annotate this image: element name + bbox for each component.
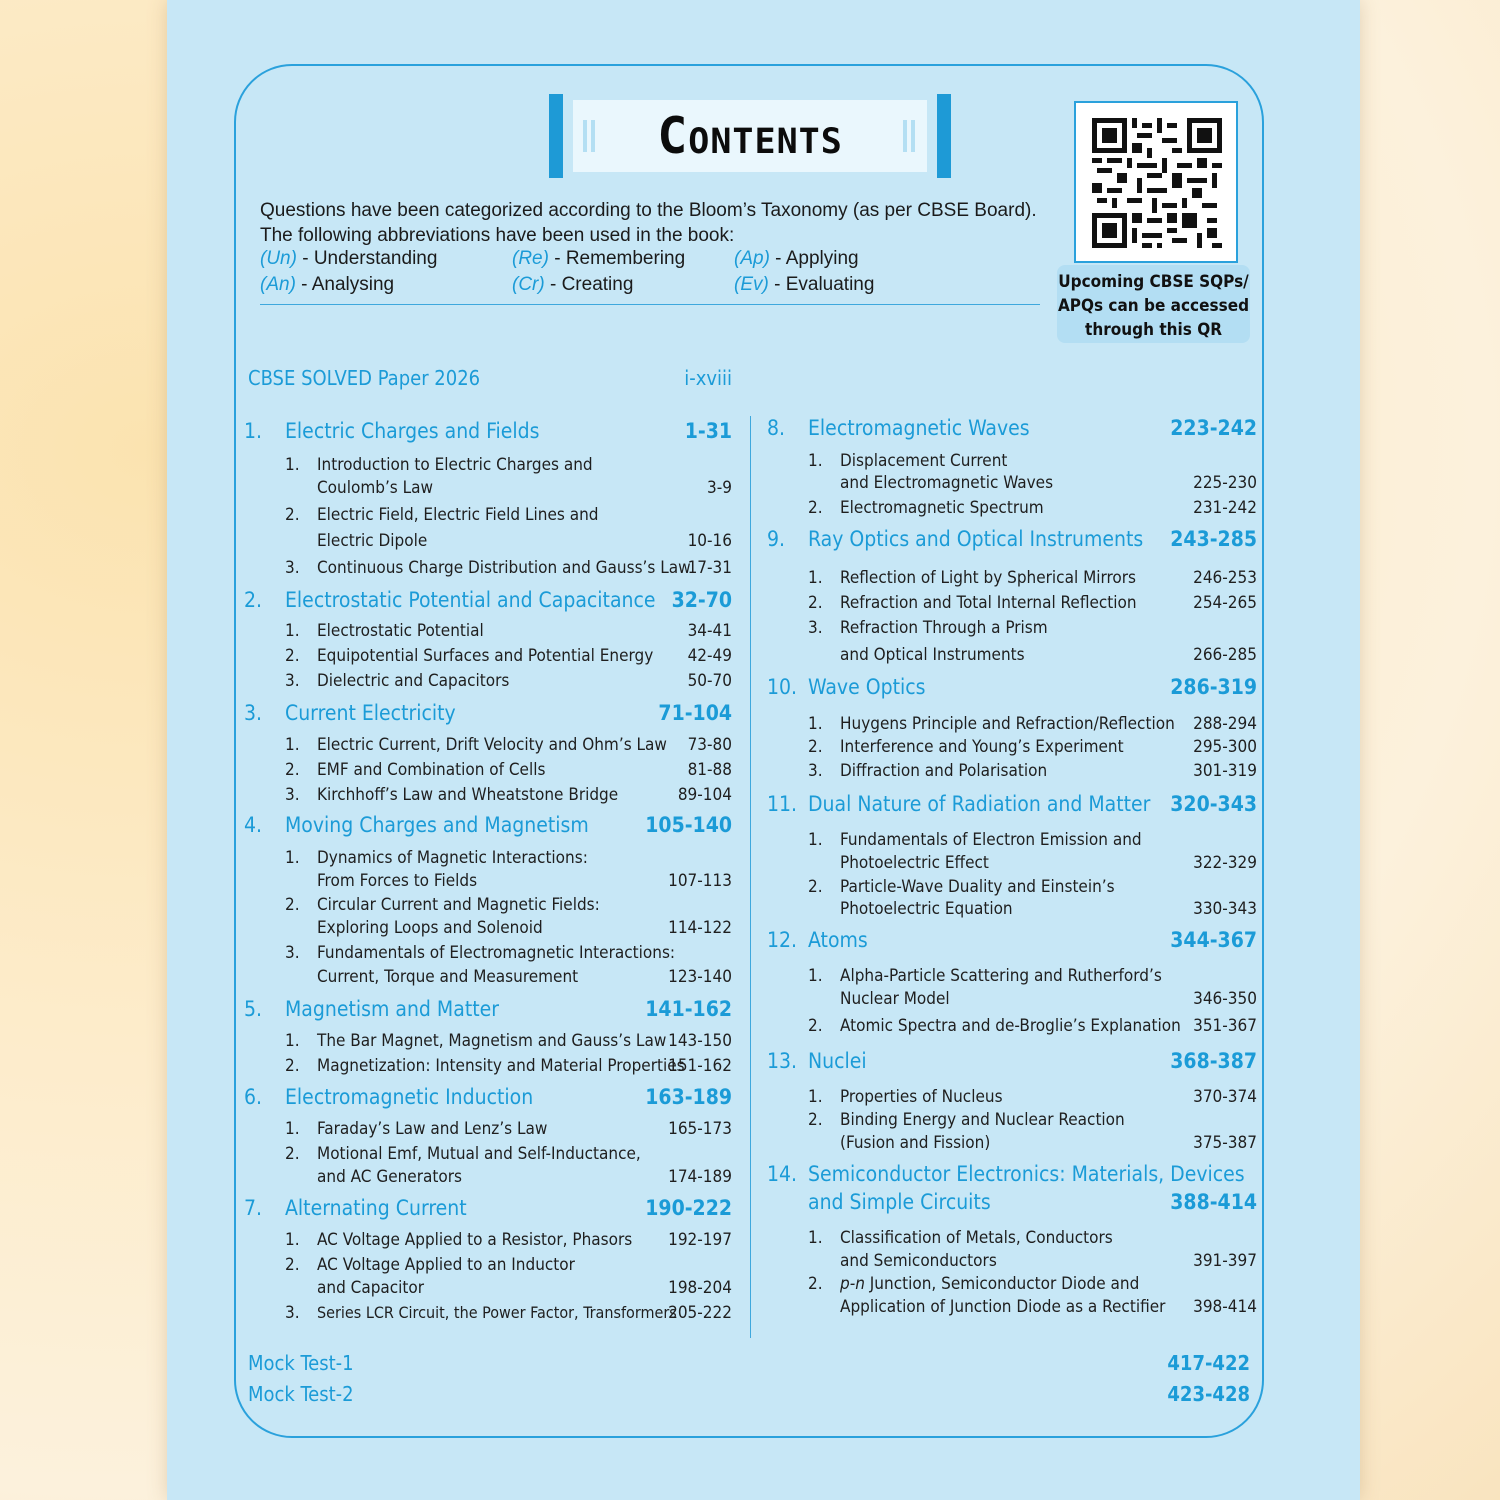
- topic-pages: 192-197: [668, 1230, 732, 1250]
- chapter-3-pages: 71-104: [658, 701, 732, 725]
- topic-pages: 246-253: [1193, 568, 1257, 588]
- topic-pages: 50-70: [687, 671, 732, 691]
- banner-bar-right: [937, 94, 951, 178]
- topic-number: 3.: [285, 558, 300, 578]
- chapter-13-title[interactable]: Nuclei: [808, 1049, 867, 1073]
- topic-number: 3.: [285, 671, 300, 691]
- mock-test-1-pages: 417-422: [1167, 1351, 1250, 1375]
- chapter-8-title[interactable]: Electromagnetic Waves: [808, 416, 1030, 440]
- chapter-4-number: 4.: [244, 813, 263, 837]
- topic-pages: 231-242: [1193, 498, 1257, 518]
- qr-code[interactable]: [1074, 101, 1238, 263]
- topic-title: Series LCR Circuit, the Power Factor, Transformers: [317, 1303, 677, 1322]
- topic-title: EMF and Combination of Cells: [317, 760, 546, 780]
- topic-pages: 370-374: [1193, 1087, 1257, 1107]
- topic-title: Electromagnetic Spectrum: [840, 498, 1044, 518]
- topic-pages: 351-367: [1193, 1016, 1257, 1036]
- topic-title: From Forces to Fields: [317, 871, 478, 891]
- topic-title: Introduction to Electric Charges and: [317, 455, 593, 475]
- page-title: Contents: [657, 107, 843, 165]
- topic-number: 1.: [808, 1228, 823, 1248]
- topic-title: and Optical Instruments: [840, 645, 1025, 665]
- topic-number: 1.: [285, 1119, 300, 1139]
- chapter-5-number: 5.: [244, 997, 263, 1021]
- chapter-6-title[interactable]: Electromagnetic Induction: [285, 1085, 534, 1109]
- abbr-re: (Re) - Remembering: [512, 248, 686, 269]
- topic-number: 1.: [285, 621, 300, 641]
- abbr-ap: (Ap) - Applying: [734, 248, 859, 269]
- intro-text: [260, 198, 1050, 248]
- topic-title: Equipotential Surfaces and Potential Energy: [317, 646, 654, 666]
- topic-pages: 266-285: [1193, 645, 1257, 665]
- topic-number: 2.: [808, 1016, 823, 1036]
- topic-title: Current, Torque and Measurement: [317, 967, 579, 987]
- topic-title: Electric Field, Electric Field Lines and: [317, 505, 599, 525]
- topic-number: 1.: [285, 1031, 300, 1051]
- topic-pages: 17-31: [687, 558, 732, 578]
- chapter-13-number: 13.: [767, 1049, 798, 1073]
- topic-pages: 165-173: [668, 1119, 732, 1139]
- abbr-cr: (Cr) - Creating: [512, 274, 634, 295]
- topic-pages: 301-319: [1193, 761, 1257, 781]
- topic-title: and Electromagnetic Waves: [840, 473, 1054, 493]
- chapter-12-number: 12.: [767, 928, 798, 952]
- chapter-2-pages: 32-70: [671, 588, 732, 612]
- topic-pages: 322-329: [1193, 853, 1257, 873]
- chapter-11-title[interactable]: Dual Nature of Radiation and Matter: [808, 792, 1151, 816]
- topic-title: Faraday’s Law and Lenz’s Law: [317, 1119, 548, 1139]
- qr-caption: Upcoming CBSE SQPs/ APQs can be accessed through this QR: [1057, 265, 1250, 343]
- topic-title: Fundamentals of Electromagnetic Interactions:: [317, 943, 676, 963]
- topic-title: Properties of Nucleus: [840, 1087, 1003, 1107]
- topic-title: Refraction Through a Prism: [840, 618, 1048, 638]
- topic-pages: 42-49: [687, 646, 732, 666]
- topic-number: 2.: [808, 498, 823, 518]
- abbr-ev: (Ev) - Evaluating: [734, 274, 875, 295]
- chapter-9-number: 9.: [767, 527, 786, 551]
- chapter-3-number: 3.: [244, 701, 263, 725]
- topic-number: 1.: [808, 714, 823, 734]
- topic-number: 2.: [285, 1255, 300, 1275]
- topic-title: AC Voltage Applied to an Inductor: [317, 1255, 575, 1275]
- topic-number: 3.: [808, 761, 823, 781]
- topic-title: Exploring Loops and Solenoid: [317, 918, 543, 938]
- topic-title: and AC Generators: [317, 1167, 462, 1187]
- topic-number: 1.: [285, 1230, 300, 1250]
- topic-pages: 174-189: [668, 1167, 732, 1187]
- chapter-10-title[interactable]: Wave Optics: [808, 675, 926, 699]
- chapter-7-title[interactable]: Alternating Current: [285, 1196, 467, 1220]
- topic-number: 3.: [808, 618, 823, 638]
- chapter-8-number: 8.: [767, 416, 786, 440]
- topic-title: Application of Junction Diode as a Rectifier: [840, 1297, 1166, 1317]
- chapter-4-pages: 105-140: [645, 813, 732, 837]
- topic-title: Binding Energy and Nuclear Reaction: [840, 1110, 1125, 1130]
- topic-number: 2.: [808, 1274, 823, 1294]
- topic-number: 1.: [808, 966, 823, 986]
- topic-title: and Semiconductors: [840, 1251, 997, 1271]
- topic-pages: 198-204: [668, 1278, 732, 1298]
- topic-pages: 81-88: [687, 760, 732, 780]
- topic-number: 1.: [808, 1087, 823, 1107]
- topic-title: Kirchhoff’s Law and Wheatstone Bridge: [317, 785, 619, 805]
- chapter-7-number: 7.: [244, 1196, 263, 1220]
- topic-number: 2.: [285, 646, 300, 666]
- mock-test-2-pages: 423-428: [1167, 1382, 1250, 1406]
- intro-line-2: The following abbreviations have been used in the book:: [260, 225, 735, 246]
- topic-title: Reflection of Light by Spherical Mirrors: [840, 568, 1137, 588]
- chapter-14-number: 14.: [767, 1162, 798, 1186]
- topic-title: (Fusion and Fission): [840, 1133, 991, 1153]
- topic-title: AC Voltage Applied to a Resistor, Phasors: [317, 1230, 633, 1250]
- topic-number: 1.: [285, 455, 300, 475]
- topic-pages: 375-387: [1193, 1133, 1257, 1153]
- chapter-11-pages: 320-343: [1170, 792, 1257, 816]
- chapter-7-pages: 190-222: [645, 1196, 732, 1220]
- topic-number: 2.: [285, 1144, 300, 1164]
- topic-title: Electric Current, Drift Velocity and Ohm’s Law: [317, 735, 667, 755]
- topic-pages: 330-343: [1193, 899, 1257, 919]
- topic-pages: 288-294: [1193, 714, 1257, 734]
- topic-pages: 391-397: [1193, 1251, 1257, 1271]
- chapter-13-pages: 368-387: [1170, 1049, 1257, 1073]
- topic-pages: 89-104: [677, 785, 732, 805]
- abbr-an: (An) - Analysing: [260, 274, 395, 295]
- topic-title: Coulomb’s Law: [317, 478, 434, 498]
- chapter-12-title[interactable]: Atoms: [808, 928, 868, 952]
- chapter-8-pages: 223-242: [1170, 416, 1257, 440]
- topic-title: Refraction and Total Internal Reflection: [840, 593, 1137, 613]
- chapter-10-pages: 286-319: [1170, 675, 1257, 699]
- topic-title: Interference and Young’s Experiment: [840, 737, 1124, 757]
- topic-pages: 114-122: [668, 918, 732, 938]
- chapter-1-title[interactable]: Electric Charges and Fields: [285, 419, 540, 443]
- chapter-2-title[interactable]: Electrostatic Potential and Capacitance: [285, 588, 656, 612]
- topic-number: 1.: [285, 848, 300, 868]
- topic-title: Electrostatic Potential: [317, 621, 484, 641]
- topic-number: 2.: [285, 895, 300, 915]
- chapter-5-pages: 141-162: [645, 997, 732, 1021]
- topic-title: Fundamentals of Electron Emission and: [840, 830, 1142, 850]
- topic-number: 1.: [808, 830, 823, 850]
- mock-test-2-label[interactable]: Mock Test-2: [248, 1382, 354, 1406]
- banner-plate: [573, 100, 927, 172]
- topic-title: Magnetization: Intensity and Material Properties: [317, 1056, 685, 1076]
- topic-number: 2.: [285, 760, 300, 780]
- chapter-11-number: 11.: [767, 792, 798, 816]
- topic-pages: 295-300: [1193, 737, 1257, 757]
- topic-pages: 205-222: [668, 1303, 732, 1323]
- topic-number: 1.: [808, 451, 823, 471]
- mock-test-1-label[interactable]: Mock Test-1: [248, 1351, 354, 1375]
- topic-title: Dynamics of Magnetic Interactions:: [317, 848, 588, 868]
- topic-pages: 346-350: [1193, 989, 1257, 1009]
- topic-number: 2.: [285, 1056, 300, 1076]
- topic-title: Particle-Wave Duality and Einstein’s: [840, 877, 1115, 897]
- chapter-10-number: 10.: [767, 675, 798, 699]
- topic-pages: 10-16: [687, 531, 732, 551]
- topic-pages: 34-41: [687, 621, 732, 641]
- chapter-14-pages: 388-414: [1170, 1190, 1257, 1214]
- topic-pages: 225-230: [1193, 473, 1257, 493]
- topic-title: Photoelectric Effect: [840, 853, 989, 873]
- topic-number: 2.: [808, 1110, 823, 1130]
- chapter-9-title[interactable]: Ray Optics and Optical Instruments: [808, 527, 1144, 551]
- solved-paper-pages: i-xviii: [684, 366, 732, 390]
- topic-pages: 107-113: [668, 871, 732, 891]
- topic-title: and Capacitor: [317, 1278, 425, 1298]
- topic-number: 1.: [285, 735, 300, 755]
- topic-pages: 151-162: [668, 1056, 732, 1076]
- abbr-un: (Un) - Understanding: [260, 248, 438, 269]
- topic-title: Classification of Metals, Conductors: [840, 1228, 1113, 1248]
- topic-number: 2.: [808, 593, 823, 613]
- topic-title: Huygens Principle and Refraction/Reflection: [840, 714, 1175, 734]
- title-banner: [549, 94, 951, 178]
- solved-paper-label[interactable]: CBSE SOLVED Paper 2026: [248, 366, 481, 390]
- column-divider: [750, 416, 751, 1338]
- topic-title: Photoelectric Equation: [840, 899, 1013, 919]
- chapter-5-title[interactable]: Magnetism and Matter: [285, 997, 500, 1021]
- topic-title: Diffraction and Polarisation: [840, 761, 1048, 781]
- topic-title: Dielectric and Capacitors: [317, 671, 510, 691]
- topic-title: The Bar Magnet, Magnetism and Gauss’s Law: [317, 1031, 667, 1051]
- topic-number: 2.: [808, 737, 823, 757]
- topic-pages: 3-9: [707, 478, 732, 498]
- topic-number: 3.: [285, 785, 300, 805]
- qr-code-icon: [1092, 117, 1222, 249]
- chapter-2-number: 2.: [244, 588, 263, 612]
- topic-pages: 73-80: [687, 735, 732, 755]
- topic-number: 2.: [285, 505, 300, 525]
- topic-number: 3.: [285, 943, 300, 963]
- topic-pages: 143-150: [668, 1031, 732, 1051]
- topic-number: 1.: [808, 568, 823, 588]
- topic-pages: 398-414: [1193, 1297, 1257, 1317]
- chapter-6-number: 6.: [244, 1085, 263, 1109]
- topic-title: Alpha-Particle Scattering and Rutherford’s: [840, 966, 1162, 986]
- topic-title: Displacement Current: [840, 451, 1008, 471]
- chapter-4-title[interactable]: Moving Charges and Magnetism: [285, 813, 589, 837]
- topic-number: 3.: [285, 1303, 300, 1323]
- topic-title: Atomic Spectra and de-Broglie’s Explanation: [840, 1016, 1181, 1036]
- topic-title: p-n Junction, Semiconductor Diode and: [840, 1274, 1140, 1294]
- chapter-9-pages: 243-285: [1170, 527, 1257, 551]
- topic-title: Electric Dipole: [317, 531, 428, 551]
- topic-title: Nuclear Model: [840, 989, 950, 1009]
- chapter-14-title-line-2[interactable]: and Simple Circuits: [808, 1190, 991, 1214]
- chapter-12-pages: 344-367: [1170, 928, 1257, 952]
- topic-title: Continuous Charge Distribution and Gauss’s Law: [317, 558, 691, 578]
- topic-title: Circular Current and Magnetic Fields:: [317, 895, 600, 915]
- chapter-1-pages: 1-31: [684, 419, 732, 443]
- intro-divider: [260, 304, 1040, 305]
- topic-pages: 254-265: [1193, 593, 1257, 613]
- chapter-14-title[interactable]: Semiconductor Electronics: Materials, Devices: [808, 1162, 1245, 1186]
- chapter-1-number: 1.: [244, 419, 263, 443]
- intro-line-1: Questions have been categorized according to the Bloom’s Taxonomy (as per CBSE Board).: [260, 200, 1037, 221]
- topic-title: Motional Emf, Mutual and Self-Inductance,: [317, 1144, 641, 1164]
- chapter-3-title[interactable]: Current Electricity: [285, 701, 456, 725]
- topic-pages: 123-140: [668, 967, 732, 987]
- chapter-6-pages: 163-189: [645, 1085, 732, 1109]
- banner-bar-left: [549, 94, 563, 178]
- topic-number: 2.: [808, 877, 823, 897]
